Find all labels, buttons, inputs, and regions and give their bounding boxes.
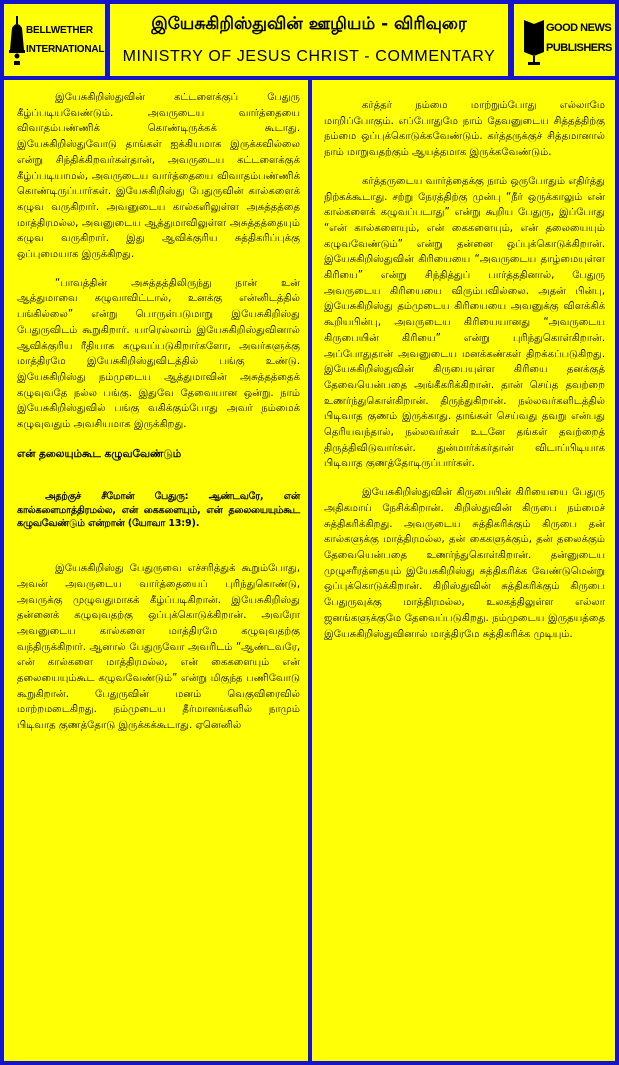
good-news-logo-text: GOOD NEWS PUBLISHERS: [546, 22, 612, 54]
left-column: [4, 80, 308, 1061]
bellwether-logo-text: BELLWETHER INTERNATIONAL: [26, 25, 105, 55]
bellwether-logo-panel: [4, 4, 105, 76]
title-tamil: இயேசுகிறிஸ்துவின் ஊழியம் - விரிவுரை: [151, 14, 467, 34]
paragraph: இயேசுகிறிஸ்து பேதுருவை எச்சரித்துக் கூறும்போது, அவன் அவருடைய வார்த்தையைப் புரிந்துகொண்டு, அவருக்கு முழுவதுமாகக் கீழ்ப்படிகிறான். இயேசுகிறிஸ்து தன்னைக் கழுவுவதற்கு ஒப்புக்கொடுக்கிறான். அவரோ அவனுடைய கால்களை மாத்திரமே கழுவுவதற்கு வந்திருக்கிறார். ஆனால் பேதுருவோ அவரிடம் “ஆண்டவரே, என் கால்களை மாத்திரமல்ல, என் கைகளையும் என் தலையையும்கூட கழுவவேண்டும்” என்று மிகுந்த பணிவோடு கூறுகிறான். பேதுருவின் மனம் வெகுவிரைவில் மாற்றமடைகிறது. நம்முடைய தீர்மானங்களில் நாமும் பிடிவாத குணத்தோடு இருக்கக்கூடாது. ஏனெனில்: [17, 563, 300, 732]
good-news-logo-panel: [514, 4, 615, 76]
paragraph: “பாவத்தின் அசுத்தத்திலிருந்து நான் உன் ஆத்துமாவை கழுவாவிட்டால், உனக்கு என்னிடத்தில் பங்கில்லை” என்று பொருள்படுமாறு இயேசுகிறிஸ்து பேதுருவிடம் கூறுகிறார். யாரெல்லாம் இயேசுகிறிஸ்துவினால் ஆவிக்குரிய ரீதியாக கழுவப்படுகிறார்களோ, அவர்களுக்கு மாத்திரமே இயேசுகிறிஸ்துவிடத்தில் பங்கு உண்டு. இயேசுகிறிஸ்து நம்முடைய ஆத்துமாவின் அசுத்தத்தைக் கழுவுவதே நல்ல பங்கு. இதுவே தேவையான ஒன்று. நாம் இயேசுகிறிஸ்துவில் பங்கு வகிக்கும்போது அவர் நம்மைக் கழுவுவதும் அவசியமாக இருக்கிறது.: [17, 277, 300, 431]
paragraph: இயேசுகிறிஸ்துவின் கிருபையின் கிரியையை பேதுரு அதிகமாய் நேசிக்கிறான். கிறிஸ்துவின் கிருபை நம்மைச் சுத்திகரிக்கிறது. அவருடைய சுத்திகரிக்கும் கிருபை தன் கால்களுக்கு மாத்திரமல்ல, தன் கைகளுக்கும், தன் தலைக்கும் தேவையென்பதை உணர்ந்துகொள்கிறான். தன்னுடைய முழுசரீரத்தையும் இயேசுகிறிஸ்து சுத்திகரிக்க வேண்டுமென்று ஒப்புக்கொடுக்கிறான். கிறிஸ்துவின் சுத்திகரிக்கும் கிருபை பேதுருவுக்கு மாத்திரமல்ல, உலகத்திலுள்ள எல்லா ஜனங்களுக்குமே தேவைப்படுகிறது. நம்முடைய இருதயத்தை இயேசுகிறிஸ்துவினால் மாத்திரமே சுத்திகரிக்க முடியும்.: [324, 487, 605, 640]
right-column: [312, 80, 615, 1061]
title-english: MINISTRY OF JESUS CHRIST - COMMENTARY: [122, 48, 496, 65]
bell-icon: [9, 16, 25, 66]
paragraph: கர்த்தருடைய வார்த்தைக்கு நாம் ஒருபோதும் எதிர்த்து நிற்கக்கூடாது. சற்று நேரத்திற்கு முன்பு “நீர் ஒருக்காலும் என் கால்களைக் கழுவப்படாது” என்று கூறிய பேதுரு, இப்போது “என் கால்களையும், என் கைகளையும், என் தலையையும் கழுவவேண்டும்” என்று தன்னை ஒப்புக்கொடுக்கிறான். இயேசுகிறிஸ்துவின் கிரியையை “அவருடைய தாழ்மையுள்ள கிரியை” என்று சிந்தித்துப் பார்த்ததினால், பேதுரு அவருடைய கிரியையை விரும்பவில்லை. அதன் பின்பு, இயேசுகிறிஸ்து தம்முடைய கிரியையை அவனுக்கு விளக்கிக் கூறியபின்பு, அவருடைய கிரியையானது “அவருடைய கிருபையின் கிரியை” என்று புரிந்துகொள்கிறான். அப்போதுதான் அவனுடைய மனக்கண்கள் திறக்கப்படுகிறது. இயேசுகிறிஸ்துவின் கிருபையுள்ள கிரியை தனக்குத் தேவையென்பதை அங்கீகரிக்கிறான். தான் செய்த தவற்றை உணர்ந்துகொள்கிறான். திருந்துகிறான். நல்லவர்களிடத்தில் பிடிவாத குணம் இருக்காது. தாங்கள் செய்வது தவறு என்பது தெரியவந்தால், நல்லவர்கள் உடனே தங்கள் தவற்றைத் திருத்திவிடுவார்கள். துன்மார்க்கர்தான் விடாப்பிடியாக பிடிவாத குணத்தோடிருப்பார்கள்.: [324, 175, 605, 470]
page-header: [110, 4, 508, 76]
scripture-quote: அதற்குச் சீமோன் பேதுரு: ஆண்டவரே, என் கால்களைமாத்திரமல்ல, என் கைகளையும், என் தலையையும்கூட கழுவவேண்டும் என்றான் (யோவா 13:9).: [17, 490, 300, 530]
paragraph: கர்த்தர் நம்மை மாற்றும்போது எல்லாமே மாறிப்போகும். எப்போதுமே நாம் தேவனுடைய சித்தத்திற்கு நம்மை ஒப்புக்கொடுக்கவேண்டும். கர்த்தருக்குச் சித்தமானால் நாம் மாறுவதற்கும் ஆயத்தமாக இருக்கவேண்டும்.: [324, 100, 605, 159]
section-heading: என் தலையும்கூட கழுவவேண்டும்: [17, 447, 182, 460]
paragraph: இயேசுகிறிஸ்துவின் கட்டளைக்குப் பேதுரு கீழ்ப்படியவேண்டும். அவருடைய வார்த்தையை விவாதம்பண்ணிக் கொண்டிருக்கக் கூடாது. இயேசுகிறிஸ்துவோடு தாங்கள் ஐக்கியமாக இருக்கவில்லை என்று சிந்திக்கிறவர்கள்தான், அவருடைய கட்டளைக்குக் கீழ்ப்படியாமல், அவருடைய வார்த்தையை விவாதம்பண்ணிக் கொண்டிருப்பார்கள். இயேசுகிறிஸ்து பேதுருவின் கால்களைக் கழுவ வருகிறார். அவனுடைய கால்களிலுள்ள அசுத்தத்தை மாத்திரமல்ல, அவனுடைய ஆத்துமாவிலுள்ள அசுத்தத்தையும் கழுவ வருகிறார். இது ஆவிக்குரிய சுத்திகரிப்புக்கு ஒப்புமையாக இருக்கிறது.: [17, 92, 300, 261]
open-book-icon: [522, 16, 546, 66]
